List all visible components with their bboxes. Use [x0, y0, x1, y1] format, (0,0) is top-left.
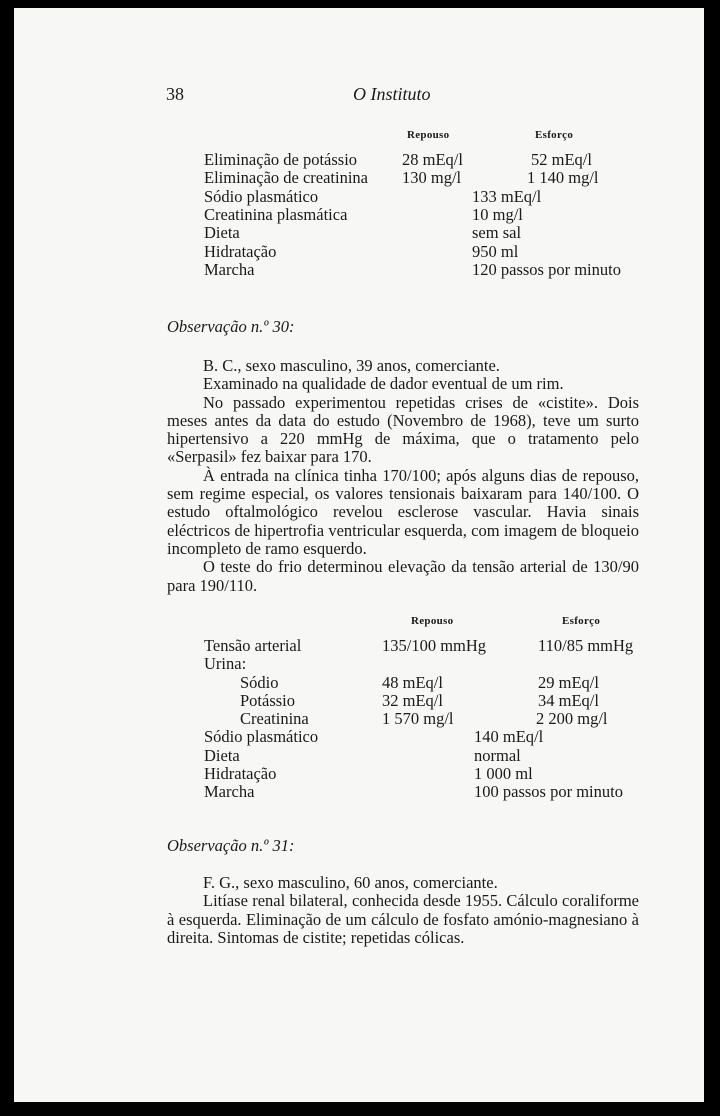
cell-value: 10 mg/l — [472, 205, 523, 224]
row-label: Dieta — [204, 223, 240, 242]
cell-repouso: 48 mEq/l — [382, 673, 443, 692]
cell-esforco: 1 140 mg/l — [527, 168, 599, 187]
observation-30-text — [167, 357, 639, 595]
cell-value: normal — [474, 746, 521, 765]
observation-31-text — [167, 874, 639, 947]
paragraph: F. G., sexo masculino, 60 anos, comerciante. — [203, 873, 498, 892]
observation-31-title: Observação n.º 31: — [167, 836, 295, 855]
row-label: Hidratação — [204, 764, 277, 783]
row-label: Sódio plasmático — [204, 727, 319, 746]
col-header-esforco: Esforço — [535, 129, 574, 141]
cell-value: sem sal — [472, 223, 522, 242]
row-label: Sódio — [240, 673, 279, 692]
cell-value: 1 000 ml — [474, 764, 533, 783]
cell-esforco: 29 mEq/l — [538, 673, 599, 692]
row-label: Sódio plasmático — [204, 187, 319, 206]
cell-repouso: 32 mEq/l — [382, 691, 443, 710]
paragraph: À entrada na clínica tinha 170/100; após alguns dias de repouso, sem regime especial, os valores tensionais baixaram para 140/100. O estudo oftalmológico revelou esclerose vascular. Havia sinais eléctricos de hipertrofia ventricular esquerda, com imagem de bloqueio incompleto de ramo esquerdo. — [167, 465, 639, 558]
row-label: Tensão arterial — [204, 636, 302, 655]
observation-30-title: Observação n.º 30: — [167, 317, 295, 336]
running-title: O Instituto — [353, 84, 431, 104]
row-label: Creatinina plasmática — [204, 205, 348, 224]
row-label: Hidratação — [204, 242, 277, 261]
cell-esforco: 2 200 mg/l — [536, 709, 608, 728]
col-header-esforco: Esforço — [562, 615, 601, 627]
cell-value: 100 passos por minuto — [474, 782, 623, 801]
row-label: Creatinina — [240, 709, 309, 728]
cell-esforco: 110/85 mmHg — [538, 636, 634, 655]
row-label: Potássio — [240, 691, 296, 710]
book-page — [14, 8, 704, 1102]
row-label: Urina: — [204, 654, 247, 673]
cell-esforco: 34 mEq/l — [538, 691, 599, 710]
page-number: 38 — [166, 84, 184, 104]
cell-value: 120 passos por minuto — [472, 260, 621, 279]
row-label: Eliminação de creatinina — [204, 168, 369, 187]
cell-value: 133 mEq/l — [472, 187, 542, 206]
paragraph: O teste do frio determinou elevação da tensão arterial de 130/90 para 190/110. — [167, 557, 639, 595]
cell-repouso: 135/100 mmHg — [382, 636, 487, 655]
row-label: Marcha — [204, 260, 255, 279]
paragraph: Litíase renal bilateral, conhecida desde 1955. Cálculo coraliforme à esquerda. Eliminação de um cálculo de fosfato amónio-magnesiano à direita. Sintomas de cistite; repetidas cólicas. — [167, 891, 639, 947]
row-label: Dieta — [204, 746, 240, 765]
cell-esforco: 52 mEq/l — [531, 150, 592, 169]
cell-repouso: 1 570 mg/l — [382, 709, 454, 728]
cell-value: 950 ml — [472, 242, 519, 261]
paragraph: B. C., sexo masculino, 39 anos, comerciante. — [203, 356, 500, 375]
row-label: Eliminação de potássio — [204, 150, 358, 169]
cell-repouso: 130 mg/l — [402, 168, 462, 187]
cell-value: 140 mEq/l — [474, 727, 544, 746]
paragraph: No passado experimentou repetidas crises de «cistite». Dois meses antes da data do estudo (Novembro de 1968), teve um surto hipertensivo a 220 mmHg de máxima, que o tratamento pelo «Serpasil» fez baixar para 170. — [167, 392, 639, 467]
cell-repouso: 28 mEq/l — [402, 150, 463, 169]
col-header-repouso: Repouso — [411, 615, 454, 627]
row-label: Marcha — [204, 782, 255, 801]
paragraph: Examinado na qualidade de dador eventual de um rim. — [203, 374, 564, 394]
col-header-repouso: Repouso — [407, 129, 450, 141]
